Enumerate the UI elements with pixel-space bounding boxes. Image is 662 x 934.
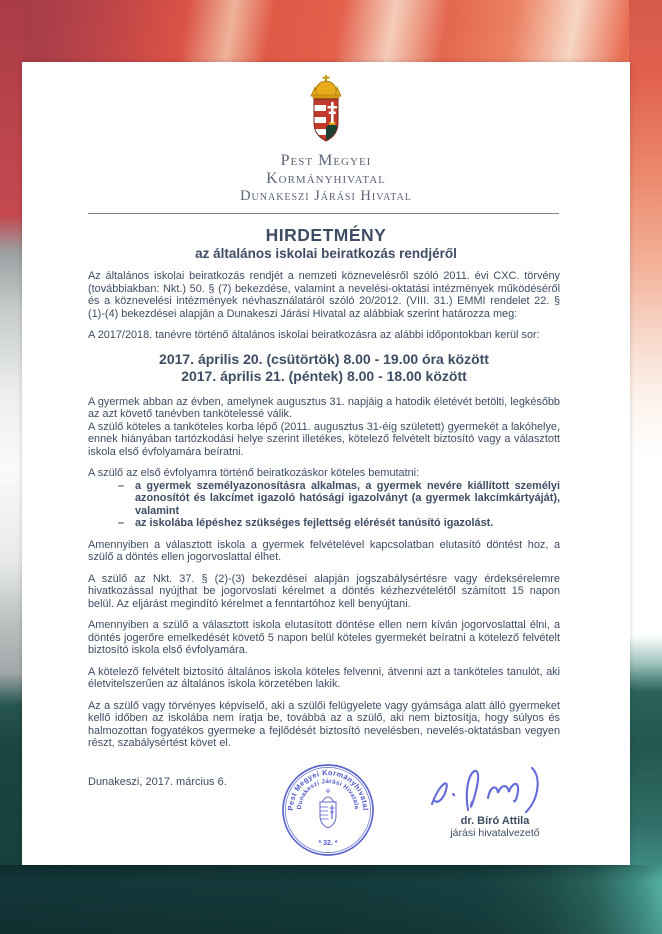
stamp-coat-of-arms-icon	[320, 790, 336, 828]
document-page	[22, 62, 630, 865]
bullet-dash: –	[118, 517, 125, 529]
signature-block	[420, 760, 570, 839]
coat-of-arms-icon	[306, 75, 346, 145]
background-red-band	[0, 0, 662, 64]
paragraph-appeal: Amennyiben a választott iskola a gyermek felvételével kapcsolatban elutasító döntést hoz, a szülő a döntés ellen jogorvoslattal élhet.	[88, 538, 560, 563]
paragraph-schedule-intro: A 2017/2018. tanévre történő általános iskolai beiratkozásra az alábbi időpontokban kerül sor:	[88, 329, 540, 341]
documents-to-present-block	[88, 467, 560, 530]
paragraph-appeal-rule: A szülő az Nkt. 37. § (2)-(3) bekezdései alapján jogszabálysértésre vagy érdeksérelemre hivatkozással nyújthat be jogorvoslati kérelmet a döntés kézhezvételétől számított 15 napon belül. Az eljárást megindító kérelmet a fenntartóhoz kell benyújtani.	[88, 572, 560, 610]
background-green-band	[0, 865, 662, 934]
paragraph-present-intro: A szülő az első évfolyamra történő beiratkozáskor köteles bemutatni:	[88, 467, 420, 479]
letterhead-line3: Dunakeszi Járási Hivatal	[240, 188, 412, 204]
letterhead-line1: Pest Megyei	[280, 152, 372, 169]
stamp-outer-text: Pest Megyei Kormányhivatal	[285, 767, 371, 811]
background-left-stripe	[0, 0, 23, 934]
background-right-stripe	[629, 0, 662, 934]
list-item-text: a gyermek személyazonosításra alkalmas, a gyermek nevére kiállított személyi azonosítót és lakcímet igazoló hatósági igazolványt (a gyermek lakcímkártyáját), valamint	[135, 479, 560, 517]
divider-line	[88, 213, 559, 214]
letterhead	[22, 75, 630, 205]
signature-scribble	[420, 760, 570, 818]
paragraph-intro: Az általános iskolai beiratkozás rendjét a nemzeti köznevelésről szóló 2011. évi CXC. törvény (továbbiakban: Nkt.) 50. § (7) bekezdése, valamint a nevelési-oktatási intézmények működéséről és a köznevelési intézmények névhasználatáról szóló 20/2012. (VIII. 31.) EMMI rendelet 22. § (1)-(4) bekezdései alapján a Dunakeszi Járási Hivatal az alábbiak szerint határozza meg:	[88, 270, 560, 320]
signer-title: járási hivatalvezető	[450, 827, 540, 839]
stamp-inner-text: Dunakeszi Járási Hivatala	[295, 778, 361, 810]
page-title: HIRDETMÉNY	[265, 225, 387, 245]
enrollment-date-2: 2017. április 21. (péntek) 8.00 - 18.00 között	[181, 368, 467, 384]
page-subtitle: az általános iskolai beiratkozás rendjéről	[195, 246, 457, 261]
paragraph-parent-duty: A szülő köteles a tanköteles korba lépő (2011. augusztus 31-éig született) gyermekét a lakóhelye, ennek hiányában tartózkodási helye szerint illetékes, kötelező felvételt biztosító vagy a választott iskola első évfolyamára beíratni.	[88, 420, 560, 458]
letterhead-line2: Kormányhivatal	[266, 170, 386, 187]
round-stamp-icon	[280, 762, 376, 858]
stamp-number: * 32. *	[318, 840, 338, 847]
list-item	[88, 517, 560, 530]
date-place-line: Dunakeszi, 2017. március 6.	[88, 776, 227, 788]
list-item-text: az iskolába lépéshez szükséges fejlettség elérését tanúsító igazolást.	[135, 517, 494, 529]
signer-name: dr. Bíró Attila	[460, 815, 530, 827]
paragraph-penalty: Az a szülő vagy törvényes képviselő, aki a szülői felügyelete vagy gyámsága alatt álló gyermeket kellő időben az iskolába nem íratja be, továbbá az a szülő, aki nem biztosítja, hogy súlyos és halmozottan fogyatékos gyermeke a fejlődését biztosító nevelésben, nevelés-oktatásban vegyen részt, szabálysértést követ el.	[88, 699, 560, 749]
paragraph-obligation-block	[88, 396, 560, 459]
list-item	[88, 480, 560, 518]
paragraph-no-appeal: Amennyiben a szülő a választott iskola elutasított döntése ellen nem kíván jogorvoslattal élni, a döntés jogerőre emelkedését követő 5 napon belül köteles gyermekét beíratni a kötelező felvételt biztosító iskola első évfolyamára.	[88, 619, 560, 656]
bullet-dash: –	[118, 479, 125, 492]
document-body	[88, 270, 560, 759]
enrollment-dates	[88, 351, 560, 386]
paragraph-age-rule: A gyermek abban az évben, amelynek augusztus 31. napjáig a hatodik életévét betölti, legkésőbb az azt követő tanévben tankötelessé válik.	[88, 395, 560, 420]
paragraph-district: A kötelező felvételt biztosító általános iskola köteles felvenni, átvenni azt a tanköteles tanulót, aki életvitelszerűen az általános iskola körzetében lakik.	[88, 665, 560, 690]
enrollment-date-1: 2017. április 20. (csütörtök) 8.00 - 19.00 óra között	[159, 350, 489, 367]
